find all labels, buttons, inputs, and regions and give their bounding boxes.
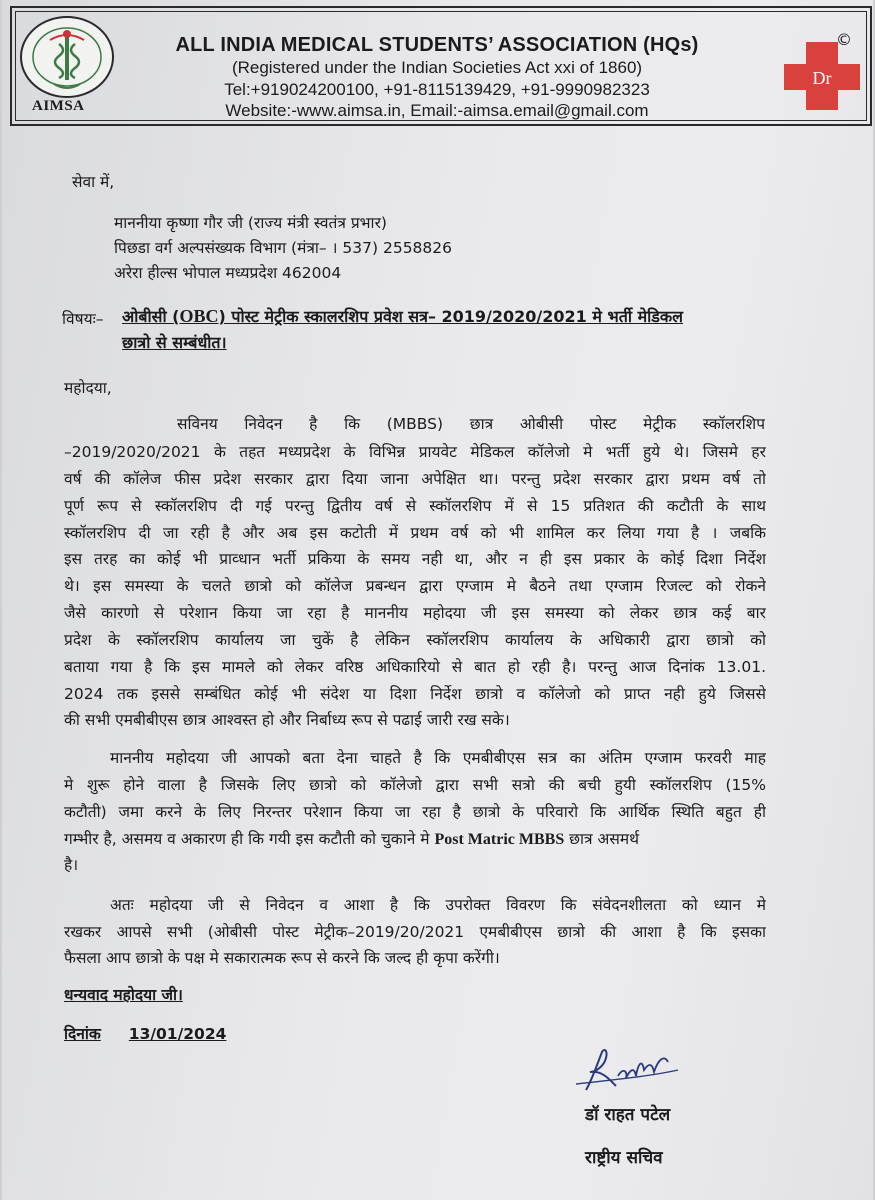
logo-label: AIMSA [32, 98, 85, 114]
registration-line: (Registered under the Indian Societies Act xxi of 1860) [231, 58, 643, 77]
thanks-line: धन्यवाद महोदया जी। [64, 986, 183, 1004]
signatory-name: डॉ राहत पटेल [585, 1105, 671, 1125]
para1-line: –2019/2020/2021 के तहत मध्यप्रदेश के विभिन्न प्रायवेट मेडिकल कॉलेजो मे भर्ती हुये थे। जिसमे हर [64, 443, 766, 461]
para2-line: माननीय महोदया जी आपको बता देना चाहते है कि एमबीबीएस सत्र का अंतिम एग्जाम फरवरी माह [110, 749, 766, 767]
website-email-line: Website:-www.aimsa.in, Email:-aimsa.email@gmail.com [225, 101, 649, 120]
aimsa-logo-icon [14, 14, 120, 100]
signature-icon [572, 1040, 682, 1100]
date-label: दिनांक [64, 1025, 101, 1043]
dr-mark-text: Dr [812, 68, 832, 88]
recipient-line-3: अरेरा हील्स भोपाल मध्यप्रदेश 462004 [114, 264, 342, 282]
para2-line: मे शुरू होने वाला है जिसके लिए छात्रो को कॉलेजो द्वारा सभी सत्रो की बची हुयी स्कॉलरशिप (15% [64, 776, 766, 794]
para1-line: पूर्ण रूप से स्कॉलरशिप दी गई परन्तु द्वितीय वर्ष से स्कॉलरशिप में से 15 प्रतिशत की कटौती के साथ [64, 497, 766, 515]
para1-line: जैसे कारणो से परेशान किया जा रहा है माननीय महोदया जी इस समस्या को लेकर छात्र कई बार [64, 604, 766, 622]
para3-line: फैसला आप छात्रो के पक्ष मे सकारात्मक रूप से करने कि जल्द ही कृपा करेंगी। [64, 949, 500, 967]
signatory-designation: राष्ट्रीय सचिव [585, 1148, 663, 1168]
para1-line: की सभी एमबीबीएस छात्र आश्वस्त हो और निर्बाध्य रूप से पढाई जारी रख सके। [64, 711, 510, 729]
para2-line: है। [64, 856, 79, 874]
subject-obc: OBC [179, 306, 219, 326]
recipient-line-1: माननीया कृष्णा गौर जी (राज्य मंत्री स्वतंत्र प्रभार) [114, 214, 387, 232]
subject-label: विषयः– [62, 310, 104, 328]
para1-line: 2024 तक इससे सम्बंधित कोई भी संदेश या दिशा निर्देश छात्रो व कॉलेजो को प्राप्त नही हुये जिससे [64, 685, 766, 703]
para2-line [64, 827, 639, 849]
para1-line: सविनय निवेदन है कि (MBBS) छात्र ओबीसी पोस्ट मेट्रीक स्कॉलरशिप [177, 415, 765, 433]
subject-line-1 [122, 305, 683, 327]
para1-line: थे। इस समस्या के चलते छात्रो को कॉलेज प्रबन्धन द्वारा एग्जाम मे बैठने तथा एग्जाम रिजल्ट को रोकने [64, 577, 766, 595]
para3-line: अतः महोदया जी से निवेदन व आशा है कि उपरोक्त विवरण कि संवेदनशीलता को ध्यान मे [110, 896, 766, 914]
para1-line: प्रदेश के स्कॉलरशिप कार्यालय जा चुकें है लेकिन स्कॉलरशिप कार्यालय के अधिकारी द्वारा छात्रो को [64, 631, 766, 649]
copyright-mark: © [836, 30, 852, 49]
subject-prefix: ओबीसी ( [122, 307, 180, 326]
dr-cross-logo-icon [784, 42, 860, 110]
recipient-line-2: पिछडा वर्ग अल्पसंख्यक विभाग (मंत्रा– । 537) 2558826 [114, 239, 453, 257]
organization-name: ALL INDIA MEDICAL STUDENTS’ ASSOCIATION (HQs) [175, 34, 699, 56]
para2-text: गम्भीर है, असमय व अकारण ही कि गयी इस कटौती को चुकाने मे [64, 830, 430, 848]
subject-line-2: छात्रो से सम्बंधीत। [122, 333, 227, 352]
date-value: 13/01/2024 [128, 1025, 227, 1043]
date-line [64, 1022, 226, 1044]
subject-suffix: ) पोस्ट मेट्रीक स्कालरशिप प्रवेश सत्र– 2019/2020/2021 मे भर्ती मेडिकल [218, 307, 684, 326]
para1-line: बताया गया है कि इस मामले को लेकर वरिष्ठ अधिकारियो से बात हो रही है। परन्तु आज दिनांक 13.01. [64, 658, 766, 676]
para1-line: इस तरह का कोई भी प्राव्धान भर्ती प्रकिया के समय नही था, और न ही इस प्रकार के कोई दिशा निर्देश [64, 550, 766, 568]
salutation: सेवा में, [72, 173, 115, 191]
para1-line: वर्ष की कॉलेज फीस प्रदेश सरकार द्वारा दिया जाना अपेक्षित था। परन्तु प्रदेश सरकार द्वारा प्रथम वर्ष तो [64, 470, 766, 488]
telephone-line: Tel:+919024200100, +91-8115139429, +91-9990982323 [224, 80, 650, 99]
letter-page [2, 0, 873, 1200]
para3-line: रखकर आपसे सभी (ओबीसी पोस्ट मेट्रीक–2019/20/2021 एमबीबीएस छात्रो की आशा है कि इसका [64, 923, 766, 941]
para1-line: स्कॉलरशिप दी जा रही है और अब इस कटोती में प्रथम वर्ष को भी शामिल कर लिया गया है । जबकि [64, 524, 766, 542]
greeting: महोदया, [64, 379, 112, 397]
post-matric-mbbs: Post Matric MBBS [434, 831, 565, 848]
para2-line: कटौती) जमा करने के लिए निरन्तर परेशान किया जा रहा है छात्रो के परिवारो कि आर्थिक स्थिति बहुत ही [64, 803, 766, 821]
para2-text-end: छात्र असमर्थ [569, 830, 640, 848]
